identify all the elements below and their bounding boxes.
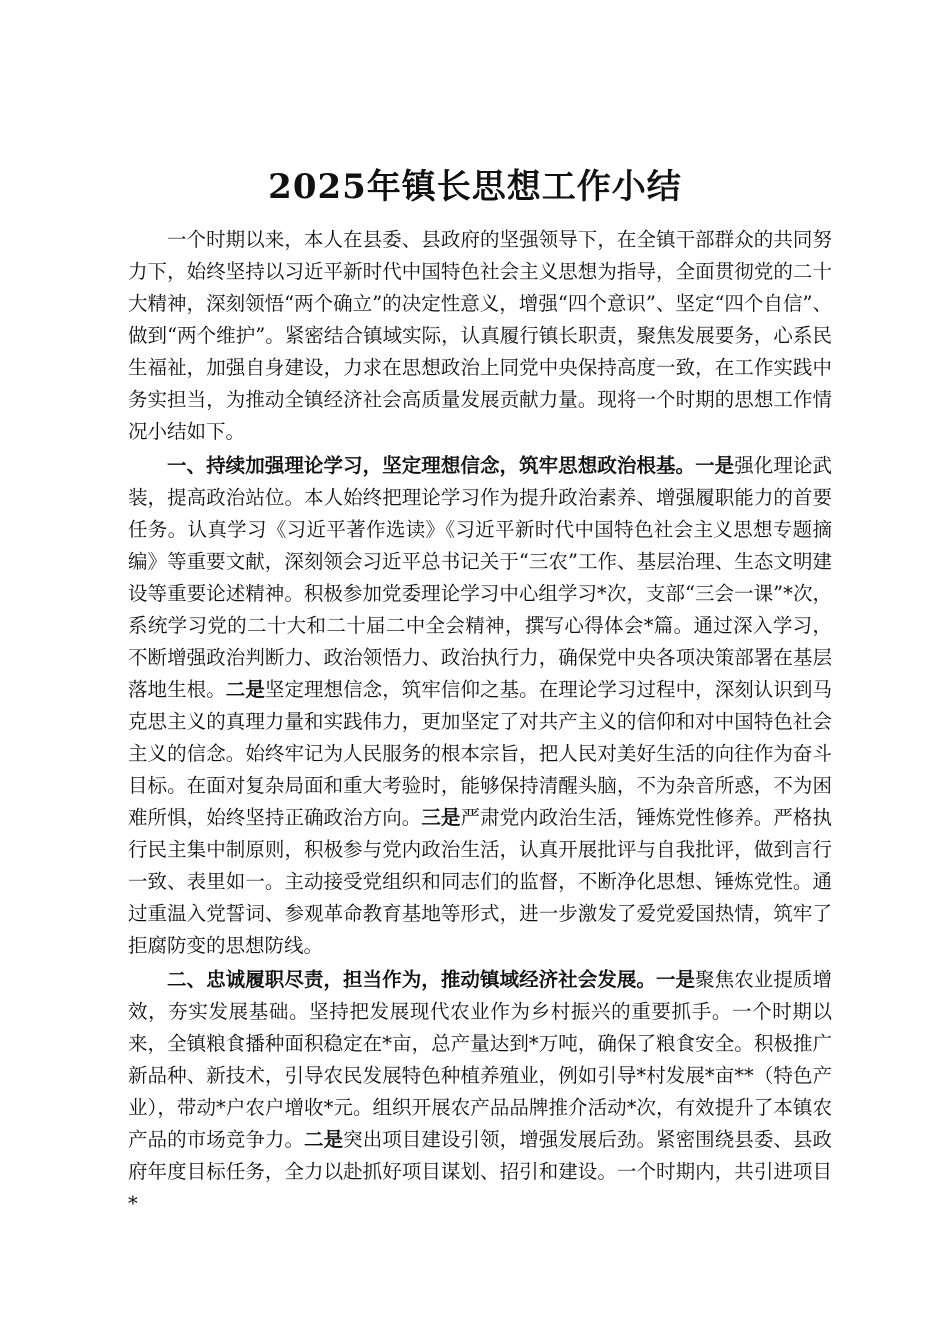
paragraph-section-two xyxy=(128,964,832,1220)
document-body xyxy=(128,224,832,1220)
paragraph-text: 突出项目建设引领，增强发展后劲。紧密围绕县委、县政府年度目标任务，全力以赴抓好项目谋划、招引和建设。一个时期内，共引进项目* xyxy=(128,1128,832,1215)
paragraph-text: 坚定理想信念，筑牢信仰之基。在理论学习过程中，深刻认识到马克思主义的真理力量和实践伟力，更加坚定了对共产主义的信仰和对中国特色社会主义的信念。始终牢记为人民服务的根本宗旨，把人民对美好生活的向往作为奋斗目标。在面对复杂局面和重大考验时，能够保持清醒头脑，不为杂音所惑，不为困难所惧，始终坚持正确政治方向。 xyxy=(128,678,832,829)
point-marker: 二是 xyxy=(225,678,265,701)
point-marker: 二是 xyxy=(304,1128,344,1151)
paragraph-text: 强化理论武装，提高政治站位。本人始终把理论学习作为提升政治素养、增强履职能力的首要任务。认真学习《习近平著作选读》《习近平新时代中国特色社会主义思想专题摘编》等重要文献，深刻领会习近平总书记关于“三农”工作、基层治理、生态文明建设等重要论述精神。积极参加党委理论学习中心组学习*次，支部“三会一课”*次，系统学习党的二十大和二十届二中全会精神，撰写心得体会*篇。通过深入学习，不断增强政治判断力、政治领悟力、政治执行力，确保党中央各项决策部署在基层落地生根。 xyxy=(128,454,832,701)
paragraph-section-one xyxy=(128,450,832,962)
document-title: 2025年镇长思想工作小结 xyxy=(268,167,682,207)
paragraph-text: 一个时期以来，本人在县委、县政府的坚强领导下，在全镇干部群众的共同努力下，始终坚持以习近平新时代中国特色社会主义思想为指导，全面贯彻党的二十大精神，深刻领悟“两个确立”的决定性意义，增强“四个意识”、坚定“四个自信”、做到“两个维护”。紧密结合镇域实际，认真履行镇长职责，聚焦发展要务，心系民生福祉，加强自身建设，力求在思想政治上同党中央保持高度一致，在工作实践中务实担当，为推动全镇经济社会高质量发展贡献力量。现将一个时期的思想工作情况小结如下。 xyxy=(128,228,832,443)
paragraph-intro xyxy=(128,224,832,448)
paragraph-text: 聚焦农业提质增效，夯实发展基础。坚持把发展现代农业作为乡村振兴的重要抓手。一个时期以来，全镇粮食播种面积稳定在*亩，总产量达到*万吨，确保了粮食安全。积极推广新品种、新技术，引导农民发展特色种植养殖业，例如引导*村发展*亩**（特色产业），带动*户农户增收*元。组织开展农产品品牌推介活动*次，有效提升了本镇农产品的市场竞争力。 xyxy=(128,968,832,1151)
point-marker: 一是 xyxy=(655,968,696,991)
paragraph-text: 严肃党内政治生活，锤炼党性修养。严格执行民主集中制原则，积极参与党内政治生活，认真开展批评与自我批评，做到言行一致、表里如一。主动接受党组织和同志们的监督，不断净化思想、锤炼党性。通过重温入党誓词、参观革命教育基地等形式，进一步激发了爱党爱国热情，筑牢了拒腐防变的思想防线。 xyxy=(128,806,832,957)
point-marker: 三是 xyxy=(421,806,461,829)
section-heading: 一、持续加强理论学习，坚定理想信念，筑牢思想政治根基。 xyxy=(167,454,696,477)
point-marker: 一是 xyxy=(695,454,735,477)
section-heading: 二、忠诚履职尽责，担当作为，推动镇域经济社会发展。 xyxy=(167,968,656,991)
